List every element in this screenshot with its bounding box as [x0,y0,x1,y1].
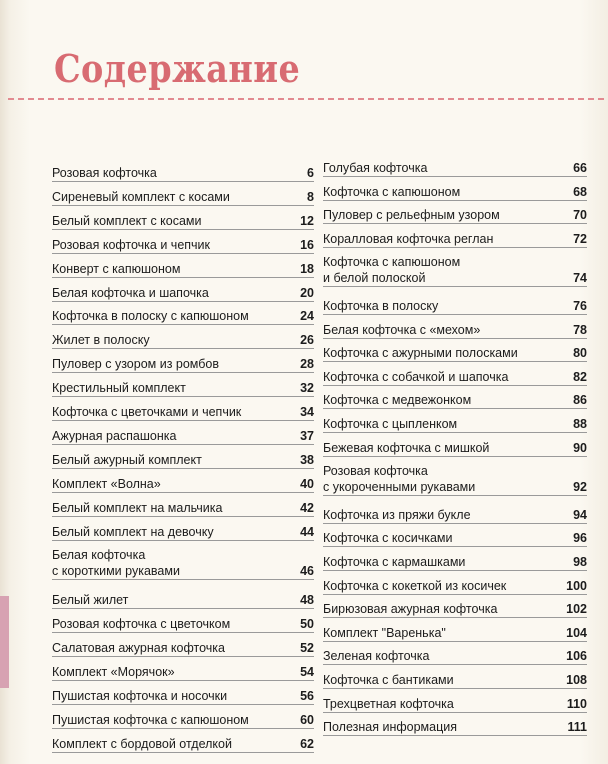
toc-entry-page-number: 92 [573,480,587,495]
toc-entry-title-line: Белая кофточка с «мехом» [323,322,481,337]
toc-entry [52,616,314,633]
toc-entry-page-number: 60 [300,712,314,727]
toc-entry [52,592,314,609]
toc-entry-title-line: Белый комплект на мальчика [52,500,223,515]
toc-entry-title-line: Комплект "Варенька" [323,625,446,640]
toc-entry [52,165,314,182]
toc-entry-title [323,184,587,201]
toc-entry [52,237,314,254]
toc-entry-page-number: 6 [307,166,314,180]
toc-entry [323,254,587,287]
toc-entry [52,664,314,681]
toc-entry-page-number: 42 [300,500,314,515]
toc-entry [323,578,587,595]
toc-entry-title-line: Кофточка с косичками [323,531,453,546]
toc-entry-title [323,207,587,224]
toc-entry-page-number: 52 [300,641,314,656]
toc-entry-title-line: Ажурная распашонка [52,428,177,443]
toc-entry-title [52,213,314,230]
toc-entry-title-line: Пуловер с узором из ромбов [52,357,220,372]
page-title: Содержание [54,46,301,91]
toc-entry-title-line: Комплект с бордовой отделкой [52,736,232,751]
toc-entry-title [52,736,314,753]
toc-entry-page-number: 102 [566,602,587,617]
toc-entry-title-line: Белая кофточка и шапочка [52,285,209,300]
toc-entry-title-line: Розовая кофточка и чепчик [52,237,211,252]
toc-entry-page-number: 24 [300,309,314,324]
toc-entry [323,601,587,618]
toc-entry-title [323,416,587,433]
toc-entry-title [52,500,314,517]
toc-entry-page-number: 82 [573,369,587,384]
toc-entry [323,530,587,547]
toc-entry-title-line: с короткими рукавами [52,564,180,579]
toc-entry-page-number: 108 [566,673,587,687]
toc-entry [52,452,314,469]
toc-entry-title [52,308,314,325]
toc-entry-page-number: 56 [300,688,314,703]
toc-entry-title-line: Кофточка с капюшоном [323,184,461,199]
toc-entry-title [52,428,314,445]
toc-entry-title [52,261,314,278]
toc-entry-title-line: Трехцветная кофточка [323,696,454,711]
toc-entry [323,322,587,339]
toc-entry-title [52,404,314,421]
toc-entry-title [52,688,314,705]
toc-entry-title-line: Комплект «Морячок» [52,665,175,679]
toc-entry-title [323,625,587,642]
toc-entry-title [323,463,587,496]
toc-entry-title [323,601,587,618]
toc-entry-title-line: Комплект «Волна» [52,476,161,491]
toc-entry-title [323,696,587,713]
toc-entry-page-number: 96 [573,531,587,546]
toc-entry-page-number: 48 [300,593,314,608]
toc-entry-page-number: 94 [573,507,587,522]
toc-entry-page-number: 16 [300,237,314,252]
toc-entry-title [52,640,314,657]
toc-entry-title-line: Жилет в полоску [52,333,150,348]
toc-entry-page-number: 54 [300,665,314,679]
toc-entry-page-number: 40 [300,476,314,491]
toc-entry-title [52,712,314,729]
toc-entry-page-number: 12 [300,213,314,228]
toc-entry-title-line: и белой полоской [323,271,426,286]
toc-entry-title-line: Белый комплект с косами [52,213,202,228]
toc-entry-title [52,664,314,681]
toc-entry [323,554,587,571]
toc-entry-page-number: 28 [300,357,314,372]
toc-entry-title-line: Конверт с капюшоном [52,261,181,276]
toc-entry [323,696,587,713]
toc-entry-page-number: 62 [300,736,314,751]
toc-entry [52,428,314,445]
toc-entry-page-number: 104 [566,625,587,640]
toc-entry-page-number: 18 [300,261,314,276]
toc-entry-title-line: Кофточка с цветочками и чепчик [52,405,242,419]
toc-entry-page-number: 46 [300,564,314,579]
toc-entry-title [52,592,314,609]
toc-entry-title-line: Белая кофточка [52,548,146,563]
toc-entry-title [323,345,587,362]
toc-entry [323,369,587,386]
toc-entry-page-number: 80 [573,346,587,361]
toc-entry [323,648,587,665]
toc-entry-page-number: 76 [573,299,587,313]
toc-entry [323,160,587,177]
toc-entry [323,207,587,224]
toc-entry-title [52,452,314,469]
toc-entry-title [52,356,314,373]
toc-entry-page-number: 66 [573,161,587,175]
toc-entry [323,184,587,201]
toc-entry [323,719,587,736]
toc-entry-title-line: Салатовая ажурная кофточка [52,641,225,656]
toc-entry-title-line: Кофточка с ажурными полосками [323,346,518,361]
toc-entry-title [323,648,587,665]
toc-entry-title-line: Кофточка с цыпленком [323,417,458,431]
toc-entry [52,547,314,580]
toc-entry-title-line: Розовая кофточка [323,464,428,479]
toc-entry [52,380,314,397]
toc-entry [52,476,314,493]
toc-entry [323,463,587,496]
toc-entry-title [323,440,587,457]
toc-entry-title-line: Кофточка из пряжи букле [323,507,471,522]
toc-entry [323,507,587,524]
toc-entry-title-line: Сиреневый комплект с косами [52,189,230,204]
edge-color-stripe [0,596,9,688]
toc-entry-title-line: Кофточка в полоску с капюшоном [52,309,249,324]
toc-entry [52,500,314,517]
toc-entry [323,672,587,689]
toc-entry [52,688,314,705]
toc-entry-title [323,231,587,248]
toc-entry-title [52,189,314,206]
toc-entry-page-number: 68 [573,184,587,199]
toc-entry-title-line: Кофточка с бантиками [323,673,454,687]
toc-entry-title-line: Кофточка с медвежонком [323,393,472,408]
toc-entry [323,416,587,433]
toc-entry-title-line: Белый жилет [52,593,129,608]
toc-entry [323,345,587,362]
toc-entry-title [323,554,587,571]
toc-entry [52,213,314,230]
toc-entry [52,285,314,302]
toc-entry-title [52,285,314,302]
toc-entry-title-line: Белый ажурный комплект [52,452,202,467]
toc-entry-title-line: Пуловер с рельефным узором [323,208,500,223]
toc-entry-title-line: Полезная информация [323,720,457,735]
toc-entry-page-number: 100 [566,578,587,593]
toc-entry-page-number: 98 [573,555,587,569]
toc-entry [52,332,314,349]
toc-entry-page-number: 20 [300,285,314,300]
toc-entry-title-line: Кофточка с кокеткой из косичек [323,578,507,593]
toc-entry-title [52,616,314,633]
stitched-divider [8,98,604,100]
toc-entry-page-number: 34 [300,405,314,419]
toc-entry-title-line: Кофточка в полоску [323,299,439,313]
toc-entry-page-number: 74 [573,271,587,286]
toc-entry-title [323,369,587,386]
toc-entry-page-number: 86 [573,393,587,408]
toc-entry-title-line: Коралловая кофточка реглан [323,231,494,246]
toc-entry-title-line: Кофточка с капюшоном [323,255,461,270]
toc-entry-title [323,392,587,409]
toc-entry-page-number: 32 [300,381,314,396]
toc-entry-page-number: 111 [567,720,587,735]
toc-entry-title [323,672,587,689]
toc-entry-page-number: 26 [300,333,314,348]
toc-entry [323,231,587,248]
toc-entry-page-number: 50 [300,617,314,632]
toc-entry-page-number: 106 [566,649,587,664]
toc-entry [52,356,314,373]
toc-entry-page-number: 8 [307,189,314,204]
toc-entry-page-number: 70 [573,208,587,223]
toc-entry-page-number: 37 [300,428,314,443]
toc-entry-title-line: Пушистая кофточка и носочки [52,688,228,703]
toc-entry-title-line: Кофточка с кармашками [323,555,466,569]
toc-entry-page-number: 78 [573,322,587,337]
toc-entry [52,712,314,729]
toc-entry-title-line: Пушистая кофточка с капюшоном [52,712,249,727]
toc-entry-title [323,322,587,339]
toc-entry-page-number: 88 [573,417,587,431]
toc-entry-title [52,524,314,541]
toc-entry-title [52,165,314,182]
toc-entry-title-line: Голубая кофточка [323,161,428,175]
toc-entry-title [52,476,314,493]
toc-entry [52,189,314,206]
toc-entry [323,625,587,642]
toc-entry-title [323,298,587,315]
toc-entry-title-line: Бежевая кофточка с мишкой [323,440,490,455]
toc-entry-title-line: Белый комплект на девочку [52,524,214,539]
toc-entry [323,298,587,315]
toc-entry-title-line: Зеленая кофточка [323,649,430,664]
toc-entry [52,736,314,753]
toc-entry-title [52,547,314,580]
toc-entry-title [323,578,587,595]
toc-entry [52,524,314,541]
toc-entry [323,440,587,457]
toc-entry [323,392,587,409]
toc-entry-title [52,237,314,254]
toc-entry-title-line: Розовая кофточка [52,166,157,180]
toc-entry-page-number: 44 [300,524,314,539]
toc-entry [52,308,314,325]
toc-entry-title-line: Крестильный комплект [52,381,186,396]
toc-entry [52,404,314,421]
toc-entry-title-line: Бирюзовая ажурная кофточка [323,602,498,617]
toc-entry-title [52,380,314,397]
toc-entry-page-number: 72 [573,231,587,246]
toc-entry [52,640,314,657]
toc-entry-title [323,507,587,524]
toc-entry-page-number: 110 [566,696,587,711]
toc-entry-title-line: с укороченными рукавами [323,480,476,495]
toc-entry [52,261,314,278]
toc-entry-page-number: 90 [573,440,587,455]
toc-entry-page-number: 38 [300,452,314,467]
toc-entry-title [323,254,587,287]
toc-entry-title-line: Розовая кофточка с цветочком [52,617,231,632]
toc-entry-title [323,530,587,547]
toc-entry-title-line: Кофточка с собачкой и шапочка [323,369,509,384]
toc-entry-title [323,719,587,736]
toc-entry-title [323,160,587,177]
toc-entry-title [52,332,314,349]
